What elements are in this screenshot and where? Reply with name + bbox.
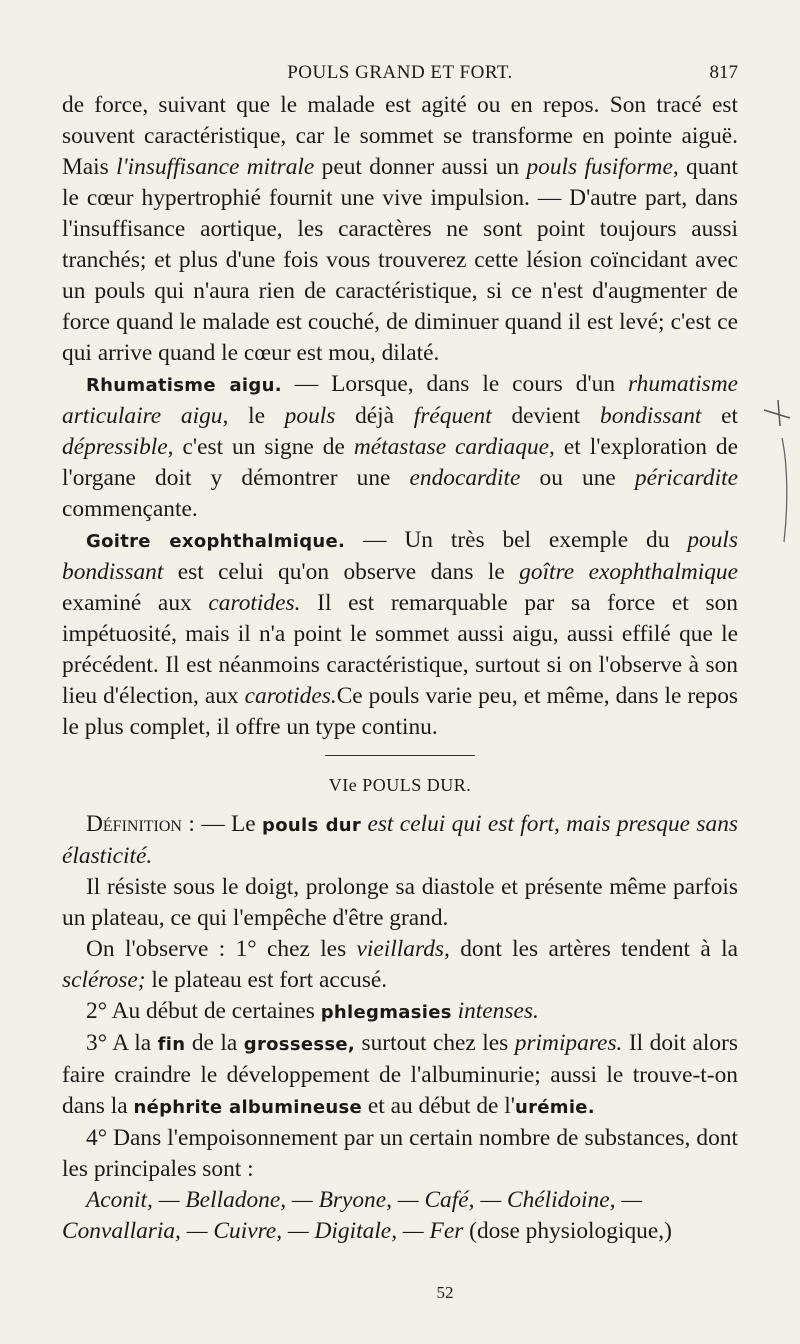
heading-goitre: Goitre exophthalmique.: [86, 531, 346, 552]
paragraph-goitre: Goitre exophthalmique. — Un très bel exemple du pouls bondissant est celui qu'on observe dans le goître exophthalmique examiné aux carotides. Il est remarquable par sa force et son impétuosité, mais il n'a point le sommet aussi aigu, aussi effilé que le précédent. Il est néanmoins caractéristique, surtout si on l'observe à son lieu d'élection, aux carotides.Ce pouls varie peu, et même, dans le repos le plus complet, il offre un type continu.: [62, 527, 738, 740]
paragraph-6: 2° Au début de certaines phlegmasies intenses.: [86, 998, 539, 1024]
section-divider: [325, 755, 475, 756]
signature-mark: 52: [436, 1283, 454, 1302]
paragraph-definition: Définition : — Le pouls dur est celui qui est fort, mais presque sans élasticité.: [62, 811, 738, 869]
paragraph-8: 4° Dans l'empoisonnement par un certain nombre de substances, dont les principales sont :: [62, 1125, 738, 1182]
paragraph-5: On l'observe : 1° chez les vieillards, dont les artères tendent à la sclérose; le plateau est fort accusé.: [62, 936, 738, 993]
paragraph-rhumatisme: Rhumatisme aigu. — Lorsque, dans le cours d'un rhumatisme articulaire aigu, le pouls déjà fréquent devient bondissant et dépressible, c'est un signe de métastase cardiaque, et l'exploration de l'organe doit y démontrer une endocardite ou une péricardite commençante.: [62, 371, 738, 522]
heading-rhumatisme: Rhumatisme aigu.: [86, 375, 282, 396]
running-title: POULS GRAND ET FORT.: [287, 62, 513, 83]
paragraph-1: de force, suivant que le malade est agité ou en repos. Son tracé est souvent caractéristique, car le sommet se transforme en pointe aiguë. Mais l'insuffisance mitrale peut donner aussi un pouls fusiforme, quant le cœur hypertrophié fournit une vive impulsion. — D'autre part, dans l'insuffisance aortique, les caractères ne sont point toujours aussi tranchés; et plus d'une fois vous trouverez cette lésion coïncidant avec un pouls qui n'aura rien de caractéristique, si ce n'est d'augmenter de force quand le malade est couché, de diminuer quand il est levé; c'est ce qui arrive quand le cœur est mou, dilaté.: [62, 92, 738, 366]
page: [62, 56, 738, 1247]
section-title: VIe POULS DUR.: [328, 775, 472, 795]
body-text: [62, 90, 738, 1247]
page-number: 817: [709, 62, 738, 83]
paragraph-4: Il résiste sous le doigt, prolonge sa diastole et présente même parfois un plateau, ce qui l'empêche d'être grand.: [62, 874, 738, 931]
substances-list: Aconit, — Belladone, — Bryone, — Café, — Chélidoine, — Convallaria, — Cuivre, — Digitale, — Fer (dose physiologique,): [62, 1187, 672, 1244]
paragraph-7: 3° A la fin de la grossesse, surtout chez les primipares. Il doit alors faire craindre le développement de l'albuminurie; aussi le trouve-t-on dans la néphrite albumineuse et au début de l'urémie.: [62, 1030, 738, 1119]
running-header: [62, 56, 738, 90]
margin-pencil-mark: [760, 396, 800, 546]
